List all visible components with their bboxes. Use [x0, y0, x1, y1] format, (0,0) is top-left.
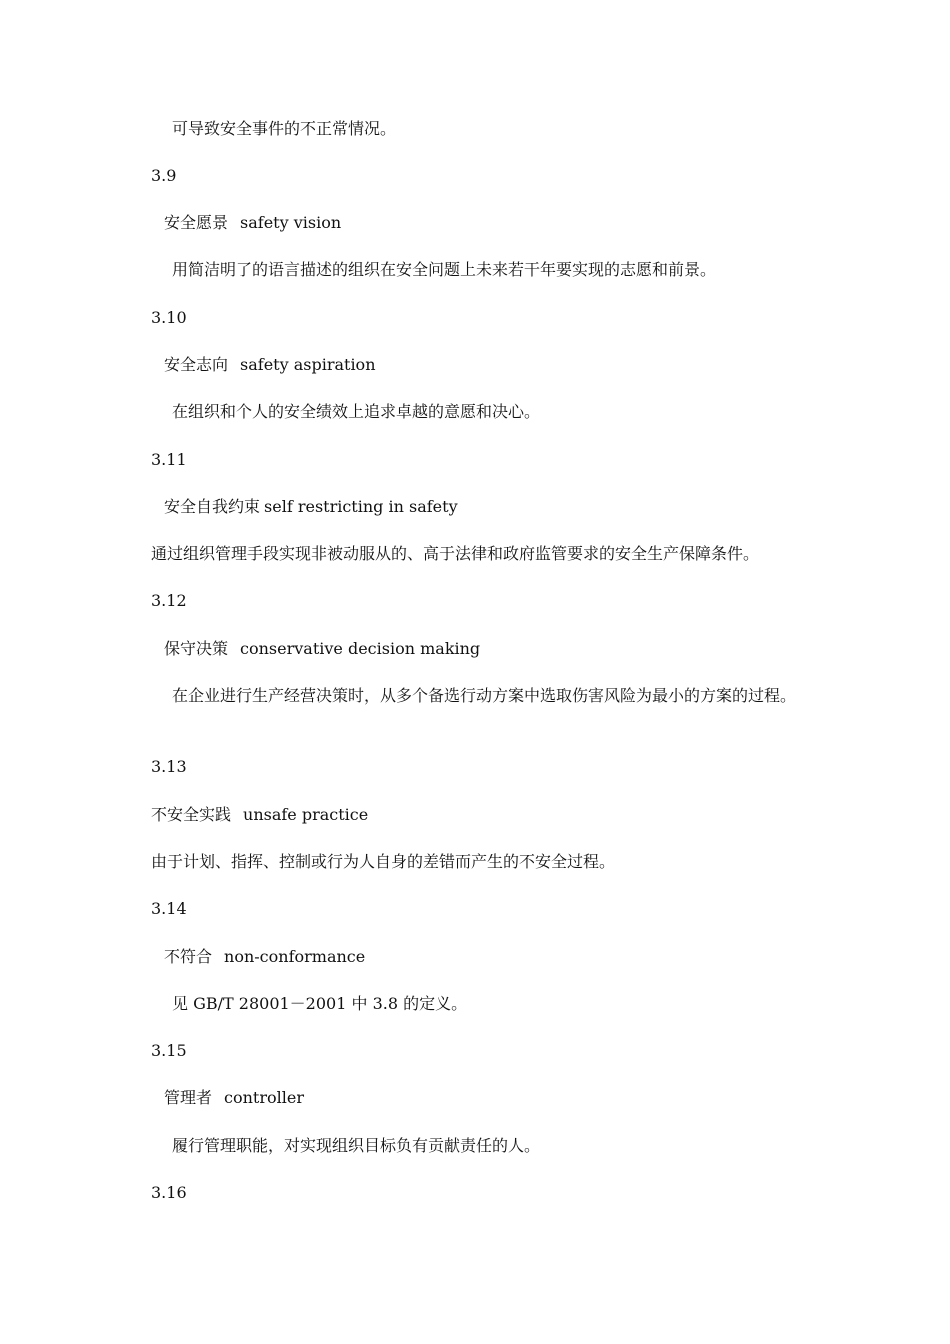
term-zh: 安全志向 [164, 355, 229, 374]
definition-text: 用简洁明了的语言描述的组织在安全问题上未来若干年要实现的志愿和前景。 [172, 260, 717, 279]
term-heading [151, 945, 814, 969]
section-number: 3.11 [151, 450, 187, 469]
definition-text: 通过组织管理手段实现非被动服从的、高于法律和政府监管要求的安全生产保障条件。 [151, 544, 760, 563]
term-heading [151, 637, 814, 661]
term-heading [151, 353, 814, 377]
term-zh: 管理者 [164, 1088, 213, 1107]
term-heading [151, 803, 801, 827]
term-en: self restricting in safety [264, 497, 458, 516]
definition-text: 在企业进行生产经营决策时，从多个备选行动方案中选取伤害风险为最小的方案的过程。 [172, 686, 797, 705]
term-zh: 安全愿景 [164, 213, 229, 232]
section-number: 3.14 [151, 899, 187, 918]
definition-text: 由于计划、指挥、控制或行为人自身的差错而产生的不安全过程。 [151, 852, 616, 871]
definition-text: 履行管理职能，对实现组织目标负有贡献责任的人。 [172, 1136, 541, 1155]
term-en: unsafe practice [243, 805, 369, 824]
term-heading [151, 495, 814, 519]
section-number: 3.13 [151, 757, 187, 776]
term-en: conservative decision making [240, 639, 481, 658]
definition-text: 见 GB/T 28001－2001 中 3.8 的定义。 [172, 994, 468, 1013]
definition-text: 在组织和个人的安全绩效上追求卓越的意愿和决心。 [172, 402, 541, 421]
definition-text: 可导致安全事件的不正常情况。 [172, 119, 397, 138]
term-en: non-conformance [224, 947, 366, 966]
term-en: safety aspiration [240, 355, 376, 374]
term-zh: 安全自我约束 [164, 497, 261, 516]
term-heading [151, 211, 814, 235]
section-number: 3.12 [151, 591, 187, 610]
term-en: safety vision [240, 213, 342, 232]
term-heading [151, 1086, 814, 1110]
section-number: 3.9 [151, 166, 177, 185]
term-zh: 保守决策 [164, 639, 229, 658]
section-number: 3.10 [151, 308, 187, 327]
section-number: 3.15 [151, 1041, 187, 1060]
section-number: 3.16 [151, 1183, 187, 1202]
term-zh: 不符合 [164, 947, 213, 966]
term-zh: 不安全实践 [151, 805, 232, 824]
term-en: controller [224, 1088, 304, 1107]
